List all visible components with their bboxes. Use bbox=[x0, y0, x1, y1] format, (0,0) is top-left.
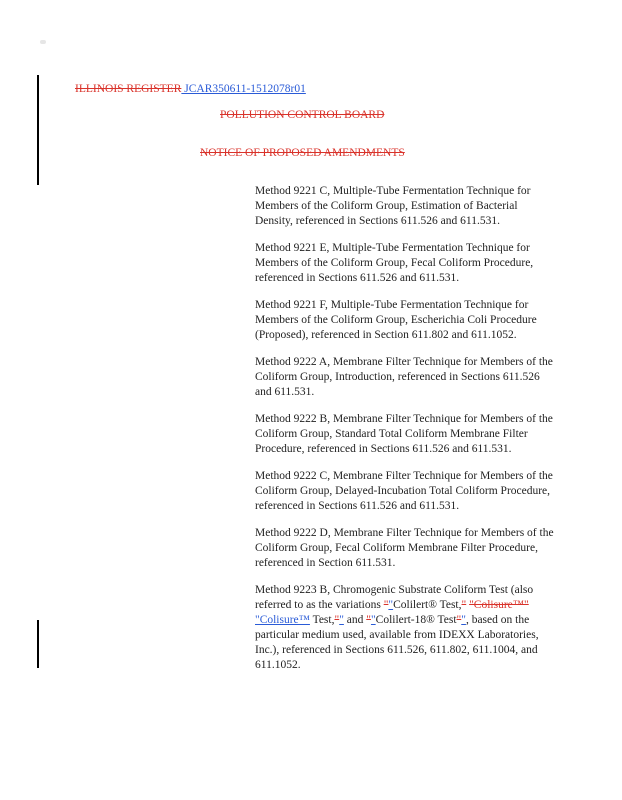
register-header bbox=[75, 82, 306, 96]
inserted-quote: " bbox=[461, 614, 466, 626]
board-title: POLLUTION CONTROL BOARD bbox=[220, 109, 385, 121]
change-bar-bottom bbox=[37, 620, 39, 668]
method-paragraph: Method 9222 A, Membrane Filter Technique for Members of the Coliform Group, Introduction, referenced in Sections 611.526 and 611.531. bbox=[255, 356, 553, 398]
text-run: Colilert® Test, bbox=[393, 599, 462, 611]
deleted-quote: " bbox=[456, 614, 462, 626]
inserted-quote: " bbox=[339, 614, 344, 626]
method-paragraph: Method 9221 F, Multiple-Tube Fermentation Technique for Members of the Coliform Group, Escherichia Coli Procedure (Proposed), referenced in Section 611.802 and 611.1052. bbox=[255, 299, 537, 341]
method-paragraph: Method 9222 D, Membrane Filter Technique for Members of the Coliform Group, Fecal Coliform Membrane Filter Procedure, referenced in Section 611.531. bbox=[255, 527, 554, 569]
inserted-quote: " bbox=[370, 614, 376, 626]
deleted-quote: " bbox=[366, 614, 371, 626]
text-run: and bbox=[343, 614, 367, 626]
method-paragraph: Method 9222 B, Membrane Filter Technique for Members of the Coliform Group, Standard Total Coliform Membrane Filter Procedure, referenced in Sections 611.526 and 611.531. bbox=[255, 413, 553, 455]
register-header-inserted: JCAR350611-1512078r01 bbox=[181, 83, 306, 95]
inserted-colisure: "Colisure™ bbox=[255, 614, 310, 626]
text-run: , based on the particular medium used, available from IDEXX Laboratories, Inc.), referenced in Sections 611.526, 611.802, 611.1004, and 611.1052. bbox=[255, 614, 539, 671]
notice-title: NOTICE OF PROPOSED AMENDMENTS bbox=[200, 147, 405, 159]
deleted-quote: " bbox=[383, 599, 389, 611]
text-run: Colilert-18® Test bbox=[375, 614, 457, 626]
method-paragraph: Method 9222 C, Membrane Filter Technique for Members of the Coliform Group, Delayed-Incubation Total Coliform Procedure, referenced in Sections 611.526 and 611.531. bbox=[255, 470, 553, 512]
text-run: Method 9223 B, Chromogenic Substrate Coliform Test (also referred to as the variations bbox=[255, 584, 534, 611]
deleted-colisure: "Colisure™" bbox=[469, 599, 529, 611]
inserted-quote: " bbox=[388, 599, 394, 611]
text-run: Test, bbox=[309, 614, 335, 626]
method-paragraph: Method 9221 E, Multiple-Tube Fermentation Technique for Members of the Coliform Group, Fecal Coliform Procedure, referenced in Sections 611.526 and 611.531. bbox=[255, 242, 534, 284]
change-bar-top bbox=[37, 75, 39, 185]
deleted-quote: " bbox=[461, 599, 467, 611]
method-paragraph: Method 9221 C, Multiple-Tube Fermentation Technique for Members of the Coliform Group, Estimation of Bacterial Density, referenced in Sections 611.526 and 611.531. bbox=[255, 185, 531, 227]
deleted-quote: " bbox=[334, 614, 340, 626]
method-paragraph-9223b bbox=[255, 583, 555, 673]
register-header-deleted: ILLINOIS REGISTER bbox=[75, 83, 182, 95]
method-list bbox=[255, 184, 555, 685]
scan-smudge bbox=[40, 40, 46, 44]
